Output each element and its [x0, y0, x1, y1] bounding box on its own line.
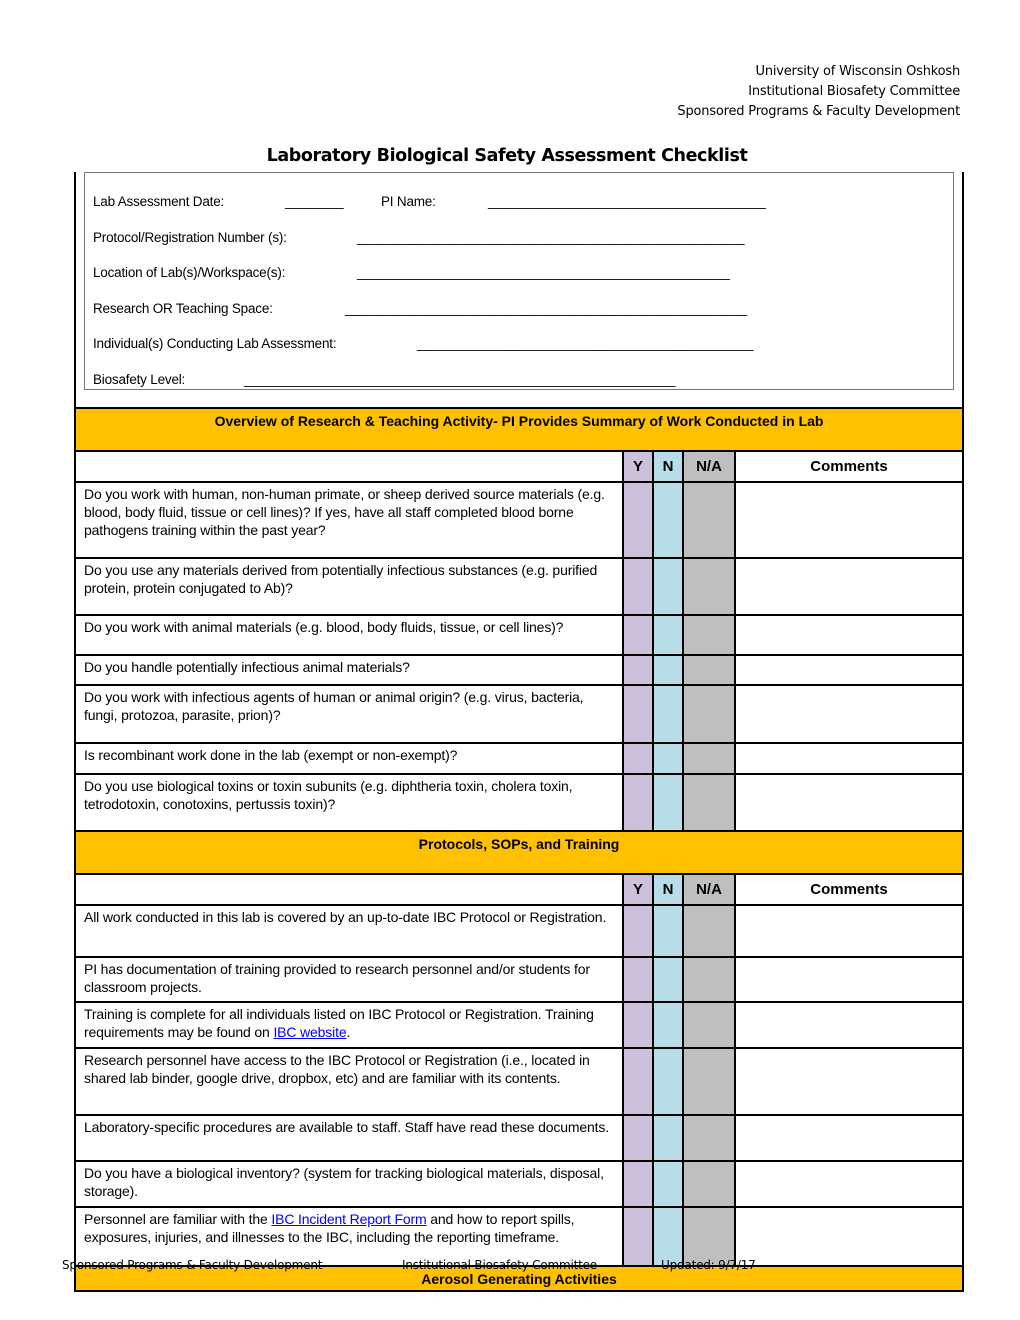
location-label: Location of Lab(s)/Workspace(s): [93, 265, 286, 280]
assessors-label: Individual(s) Conducting Lab Assessment: [93, 336, 337, 351]
na-cell[interactable] [683, 1115, 735, 1161]
comments-column-header: Comments [735, 874, 963, 905]
info-row-space-type [93, 301, 747, 316]
checklist-row [75, 1002, 963, 1048]
section-header [75, 831, 963, 874]
question-text: Research personnel have access to the IBC Protocol or Registration (i.e., located in shared lab binder, google drive, dropbox, etc) and are familiar with its contents. [75, 1048, 623, 1115]
comments-column-header: Comments [735, 451, 963, 482]
pi-name-field[interactable]: ______________________________________ [488, 194, 766, 209]
checklist-row [75, 615, 963, 655]
org-header [677, 62, 960, 122]
question-text-after: . [346, 1024, 351, 1040]
no-cell[interactable] [653, 1161, 683, 1207]
org-university: University of Wisconsin Oshkosh [755, 64, 960, 79]
biosafety-level-field[interactable]: ___________________________________________________________ [244, 372, 676, 387]
na-cell[interactable] [683, 774, 735, 831]
yes-cell[interactable] [623, 1161, 653, 1207]
no-cell[interactable] [653, 482, 683, 558]
question-column-header [75, 874, 623, 905]
question-text-before: Personnel are familiar with the [84, 1211, 272, 1227]
checklist-row [75, 774, 963, 831]
space-type-field[interactable]: _______________________________________________________ [345, 301, 747, 316]
comments-cell[interactable] [735, 905, 963, 957]
column-header-row [75, 451, 963, 482]
column-header-row [75, 874, 963, 905]
no-cell[interactable] [653, 685, 683, 743]
info-row-location [93, 265, 730, 280]
comments-cell[interactable] [735, 957, 963, 1002]
no-cell[interactable] [653, 1048, 683, 1115]
question-link[interactable]: IBC website [273, 1024, 347, 1040]
question-text: PI has documentation of training provided to research personnel and/or students for classroom projects. [75, 957, 623, 1002]
assessors-field[interactable]: ______________________________________________ [417, 336, 754, 351]
question-text: Do you use biological toxins or toxin subunits (e.g. diphtheria toxin, cholera toxin, tetrodotoxin, conotoxins, pertussis toxin)? [75, 774, 623, 831]
info-row-biosafety-level [93, 372, 676, 387]
no-cell[interactable] [653, 1115, 683, 1161]
comments-cell[interactable] [735, 685, 963, 743]
no-cell[interactable] [653, 905, 683, 957]
no-cell[interactable] [653, 615, 683, 655]
comments-cell[interactable] [735, 774, 963, 831]
yes-cell[interactable] [623, 685, 653, 743]
na-cell[interactable] [683, 1161, 735, 1207]
assessment-date-label: Lab Assessment Date: [93, 194, 225, 209]
checklist-row [75, 655, 963, 685]
question-text: Do you use any materials derived from potentially infectious substances (e.g. purified protein, protein conjugated to Ab)? [75, 558, 623, 615]
question-link[interactable]: IBC Incident Report Form [271, 1211, 427, 1227]
document-title: Laboratory Biological Safety Assessment Checklist [266, 146, 748, 166]
question-text: Is recombinant work done in the lab (exempt or non-exempt)? [75, 743, 623, 774]
yes-cell[interactable] [623, 1002, 653, 1048]
na-cell[interactable] [683, 655, 735, 685]
pi-name-label: PI Name: [381, 194, 436, 209]
checklist-row [75, 558, 963, 615]
na-cell[interactable] [683, 685, 735, 743]
no-cell[interactable] [653, 957, 683, 1002]
space-type-label: Research OR Teaching Space: [93, 301, 273, 316]
info-frame [74, 172, 964, 408]
comments-cell[interactable] [735, 482, 963, 558]
location-field[interactable]: ___________________________________________________ [357, 265, 730, 280]
yes-cell[interactable] [623, 1115, 653, 1161]
question-text-after: and how to report spills, exposures, injuries, and illnesses to the IBC, including the reporting timeframe. [84, 1211, 575, 1245]
section-title: Aerosol Generating Activities [75, 1266, 963, 1291]
yes-cell[interactable] [623, 957, 653, 1002]
info-row-protocol [93, 230, 745, 245]
yes-cell[interactable] [623, 743, 653, 774]
footer-department: Sponsored Programs & Faculty Development [62, 1258, 323, 1272]
org-department: Sponsored Programs & Faculty Development [677, 104, 960, 119]
no-cell[interactable] [653, 1002, 683, 1048]
na-cell[interactable] [683, 558, 735, 615]
yes-cell[interactable] [623, 482, 653, 558]
checklist-body [75, 408, 963, 1291]
footer-updated: Updated: 9/7/17 [661, 1258, 756, 1272]
protocol-number-field[interactable]: _____________________________________________________ [357, 230, 745, 245]
comments-cell[interactable] [735, 615, 963, 655]
org-committee: Institutional Biosafety Committee [748, 84, 960, 99]
section-title: Protocols, SOPs, and Training [75, 831, 963, 874]
checklist-row [75, 905, 963, 957]
checklist-row [75, 1161, 963, 1207]
comments-cell[interactable] [735, 655, 963, 685]
question-text [75, 1002, 623, 1048]
question-text: All work conducted in this lab is covered by an up-to-date IBC Protocol or Registration. [75, 905, 623, 957]
comments-cell[interactable] [735, 743, 963, 774]
question-text: Do you work with infectious agents of human or animal origin? (e.g. virus, bacteria, fungi, protozoa, parasite, prion)? [75, 685, 623, 743]
no-cell[interactable] [653, 558, 683, 615]
yes-cell[interactable] [623, 558, 653, 615]
yes-column-header: Y [623, 874, 653, 905]
biosafety-level-label: Biosafety Level: [93, 372, 186, 387]
question-column-header [75, 451, 623, 482]
checklist-row [75, 743, 963, 774]
comments-cell[interactable] [735, 558, 963, 615]
comments-cell[interactable] [735, 1115, 963, 1161]
yes-cell[interactable] [623, 905, 653, 957]
yes-cell[interactable] [623, 774, 653, 831]
yes-cell[interactable] [623, 1207, 653, 1266]
question-text: Do you work with animal materials (e.g. blood, body fluids, tissue, or cell lines)? [75, 615, 623, 655]
checklist-row [75, 685, 963, 743]
yes-column-header: Y [623, 451, 653, 482]
na-cell[interactable] [683, 482, 735, 558]
no-cell[interactable] [653, 774, 683, 831]
checklist-row [75, 1115, 963, 1161]
na-column-header: N/A [683, 451, 735, 482]
comments-cell[interactable] [735, 1161, 963, 1207]
section-header [75, 408, 963, 451]
checklist-row [75, 1048, 963, 1115]
no-column-header: N [653, 451, 683, 482]
checklist-row [75, 957, 963, 1002]
section-title: Overview of Research & Teaching Activity- PI Provides Summary of Work Conducted in Lab [75, 408, 963, 451]
question-text: Do you handle potentially infectious animal materials? [75, 655, 623, 685]
info-row-assessors [93, 336, 754, 351]
info-box [84, 172, 954, 390]
question-text: Do you have a biological inventory? (system for tracking biological materials, disposal, storage). [75, 1161, 623, 1207]
question-text: Do you work with human, non-human primate, or sheep derived source materials (e.g. blood, body fluid, tissue or cell lines)? If yes, have all staff completed blood borne pathogens training within the past year? [75, 482, 623, 558]
info-row-date-pi [93, 194, 766, 209]
no-cell[interactable] [653, 743, 683, 774]
footer-committee: Institutional Biosafety Committee [402, 1258, 597, 1272]
na-column-header: N/A [683, 874, 735, 905]
yes-cell[interactable] [623, 1048, 653, 1115]
checklist-table [74, 407, 964, 1292]
na-cell[interactable] [683, 743, 735, 774]
no-cell[interactable] [653, 655, 683, 685]
comments-cell[interactable] [735, 1207, 963, 1266]
checklist-row [75, 482, 963, 558]
na-cell[interactable] [683, 1002, 735, 1048]
question-text: Laboratory-specific procedures are available to staff. Staff have read these documents. [75, 1115, 623, 1161]
question-text-before: Training is complete for all individuals listed on IBC Protocol or Registration. Training requirements may be found on [84, 1006, 594, 1040]
yes-cell[interactable] [623, 615, 653, 655]
yes-cell[interactable] [623, 655, 653, 685]
comments-cell[interactable] [735, 1002, 963, 1048]
assessment-date-field[interactable]: ________ [285, 194, 344, 209]
no-column-header: N [653, 874, 683, 905]
protocol-number-label: Protocol/Registration Number (s): [93, 230, 287, 245]
na-cell[interactable] [683, 905, 735, 957]
na-cell[interactable] [683, 615, 735, 655]
comments-cell[interactable] [735, 1048, 963, 1115]
na-cell[interactable] [683, 957, 735, 1002]
na-cell[interactable] [683, 1048, 735, 1115]
